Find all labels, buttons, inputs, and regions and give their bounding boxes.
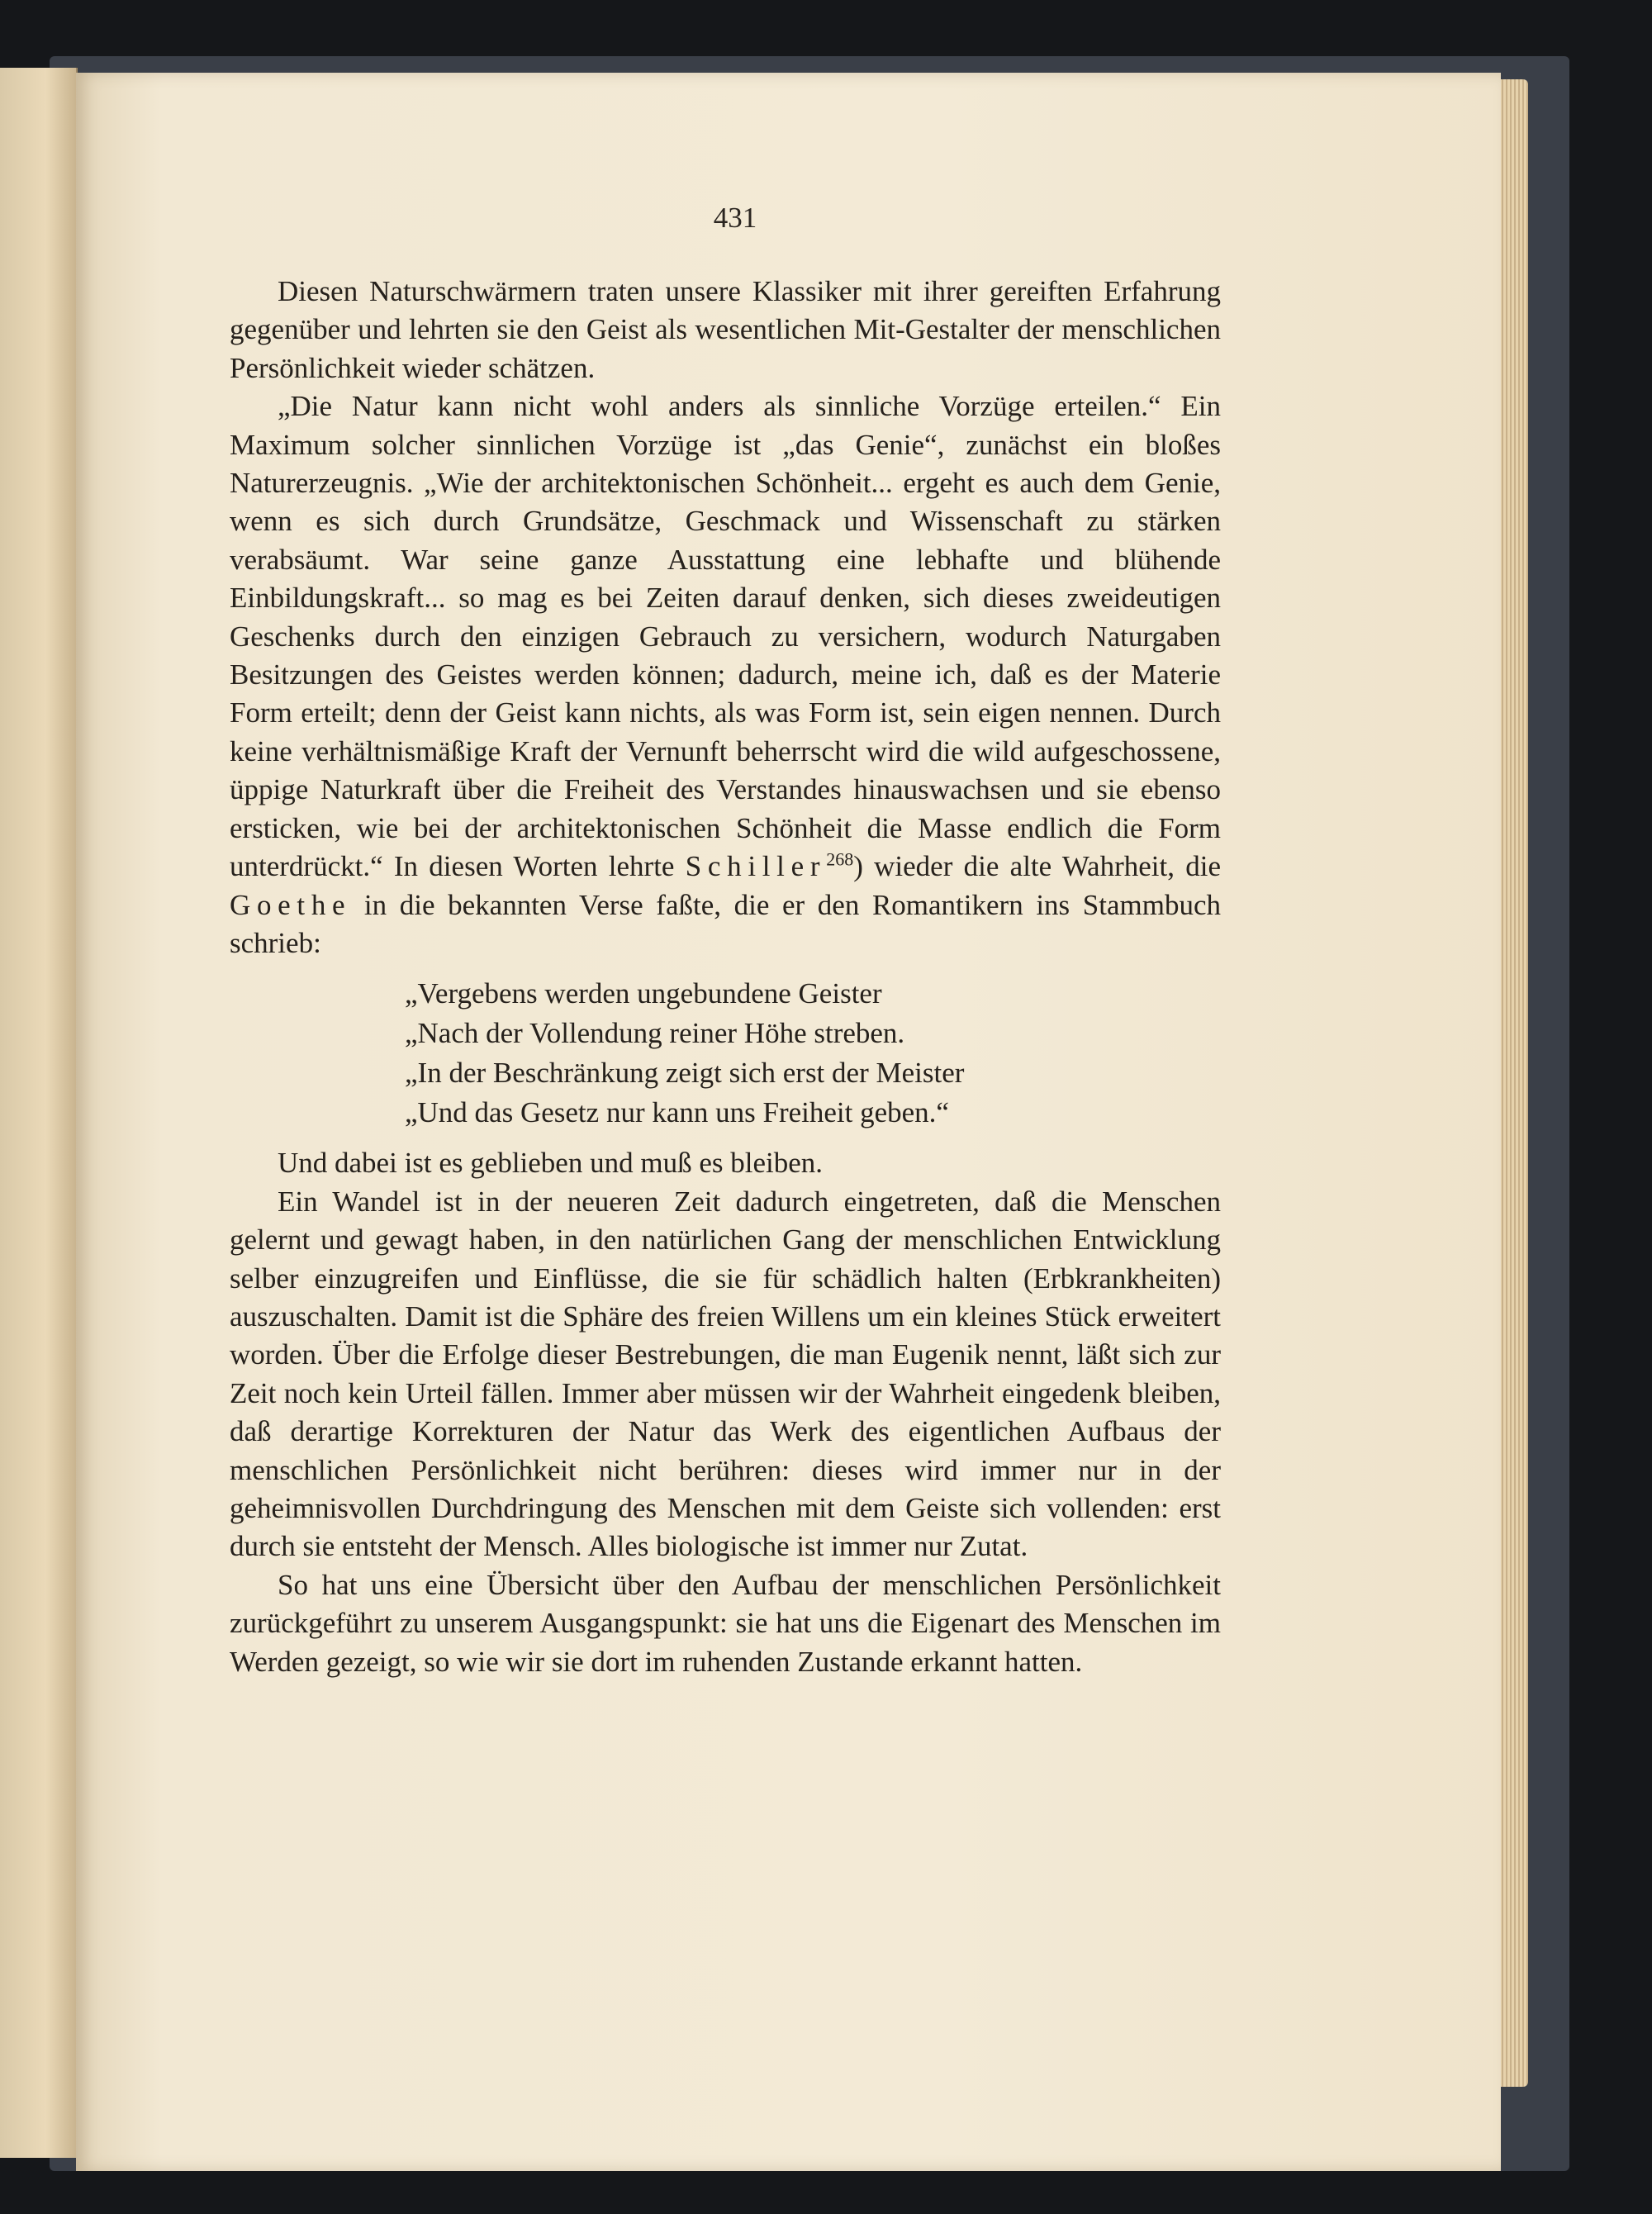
- verse-line: „Nach der Vollendung reiner Höhe streben.: [405, 1017, 905, 1050]
- paragraph-2: [230, 387, 1221, 962]
- paragraph-5: So hat uns eine Übersicht über den Aufbau der menschlichen Persönlichkeit zurückgeführt zu unserem Ausgangspunkt: sie hat uns die Eigenart des Menschen im Werden gezeigt, so wie wir sie dort im ruhenden Zustande erkannt hatten.: [230, 1568, 1221, 1678]
- paragraph-2-part-3: in die bekannten Verse faßte, die er den Romantikern ins Stammbuch schrieb:: [230, 888, 1221, 959]
- paragraph-3: Und dabei ist es geblieben und muß es bleiben.: [278, 1147, 823, 1180]
- verse-quote: [405, 974, 1221, 1133]
- author-name-goethe: Goethe: [230, 888, 352, 921]
- verse-line: „Vergebens werden ungebundene Geister: [405, 977, 882, 1010]
- footnote-marker: 268: [826, 848, 854, 870]
- paragraph-2-part-2: ) wieder die alte Wahrheit, die: [853, 850, 1222, 883]
- author-name-schiller: Schiller: [685, 850, 827, 883]
- page-number: 431: [713, 202, 757, 234]
- verse-line: „Und das Gesetz nur kann uns Freiheit geben.“: [405, 1096, 949, 1129]
- paragraph-4: Ein Wandel ist in der neueren Zeit dadurch eingetreten, daß die Menschen gelernt und gewagt haben, in den natürlichen Gang der menschlichen Entwicklung selber einzugreifen und Einflüsse, die sie für schädlich halten (Erbkrankheiten) auszuschalten. Damit ist die Sphäre des freien Willens um ein kleines Stück erweitert worden. Über die Erfolge dieser Bestrebungen, die man Eugenik nennt, läßt sich zur Zeit noch kein Urteil fällen. Immer aber müssen wir der Wahrheit eingedenk bleiben, daß derartige Korrekturen der Natur das Werk des eigentlichen Aufbaus der menschlichen Persönlichkeit nicht berühren: dieses wird immer nur in der geheimnisvollen Durchdringung des Menschen mit dem Geiste sich vollenden: erst durch sie entsteht der Mensch. Alles biologische ist immer nur Zutat.: [230, 1185, 1221, 1563]
- paragraph-1: Diesen Naturschwärmern traten unsere Klassiker mit ihrer gereiften Erfahrung gegenüber und lehrten sie den Geist als wesentlichen Mit-Gestalter der menschlichen Persönlichkeit wieder schätzen.: [230, 275, 1221, 384]
- previous-page-edge: [0, 68, 78, 2158]
- page-body: [230, 273, 1221, 1681]
- verse-line: „In der Beschränkung zeigt sich erst der Meister: [405, 1057, 965, 1090]
- paragraph-2-part-1: „Die Natur kann nicht wohl anders als sinnliche Vorzüge erteilen.“ Ein Maximum solcher sinnlichen Vorzüge ist „das Genie“, zunächst ein bloßes Naturerzeugnis. „Wie der architektonischen Schönheit... ergeht es auch dem Genie, wenn es sich durch Grundsätze, Geschmack und Wissenschaft zu stärken verabsäumt. War seine ganze Ausstattung eine lebhafte und blühende Einbildungskraft... so mag es bei Zeiten darauf denken, sich dieses zweideutigen Geschenks durch den einzigen Gebrauch zu versichern, wodurch Naturgaben Besitzungen des Geistes werden können; dadurch, meine ich, daß es der Materie Form erteilt; denn der Geist kann nichts, als was Form ist, sein eigen nennen. Durch keine verhältnismäßige Kraft der Vernunft beherrscht wird die wild aufgeschossene, üppige Naturkraft über die Freiheit des Verstandes hinauswachsen und sie ebenso ersticken, wie bei der architektonischen Schönheit die Masse endlich die Form unterdrückt.“ In diesen Worten lehrte: [230, 390, 1221, 883]
